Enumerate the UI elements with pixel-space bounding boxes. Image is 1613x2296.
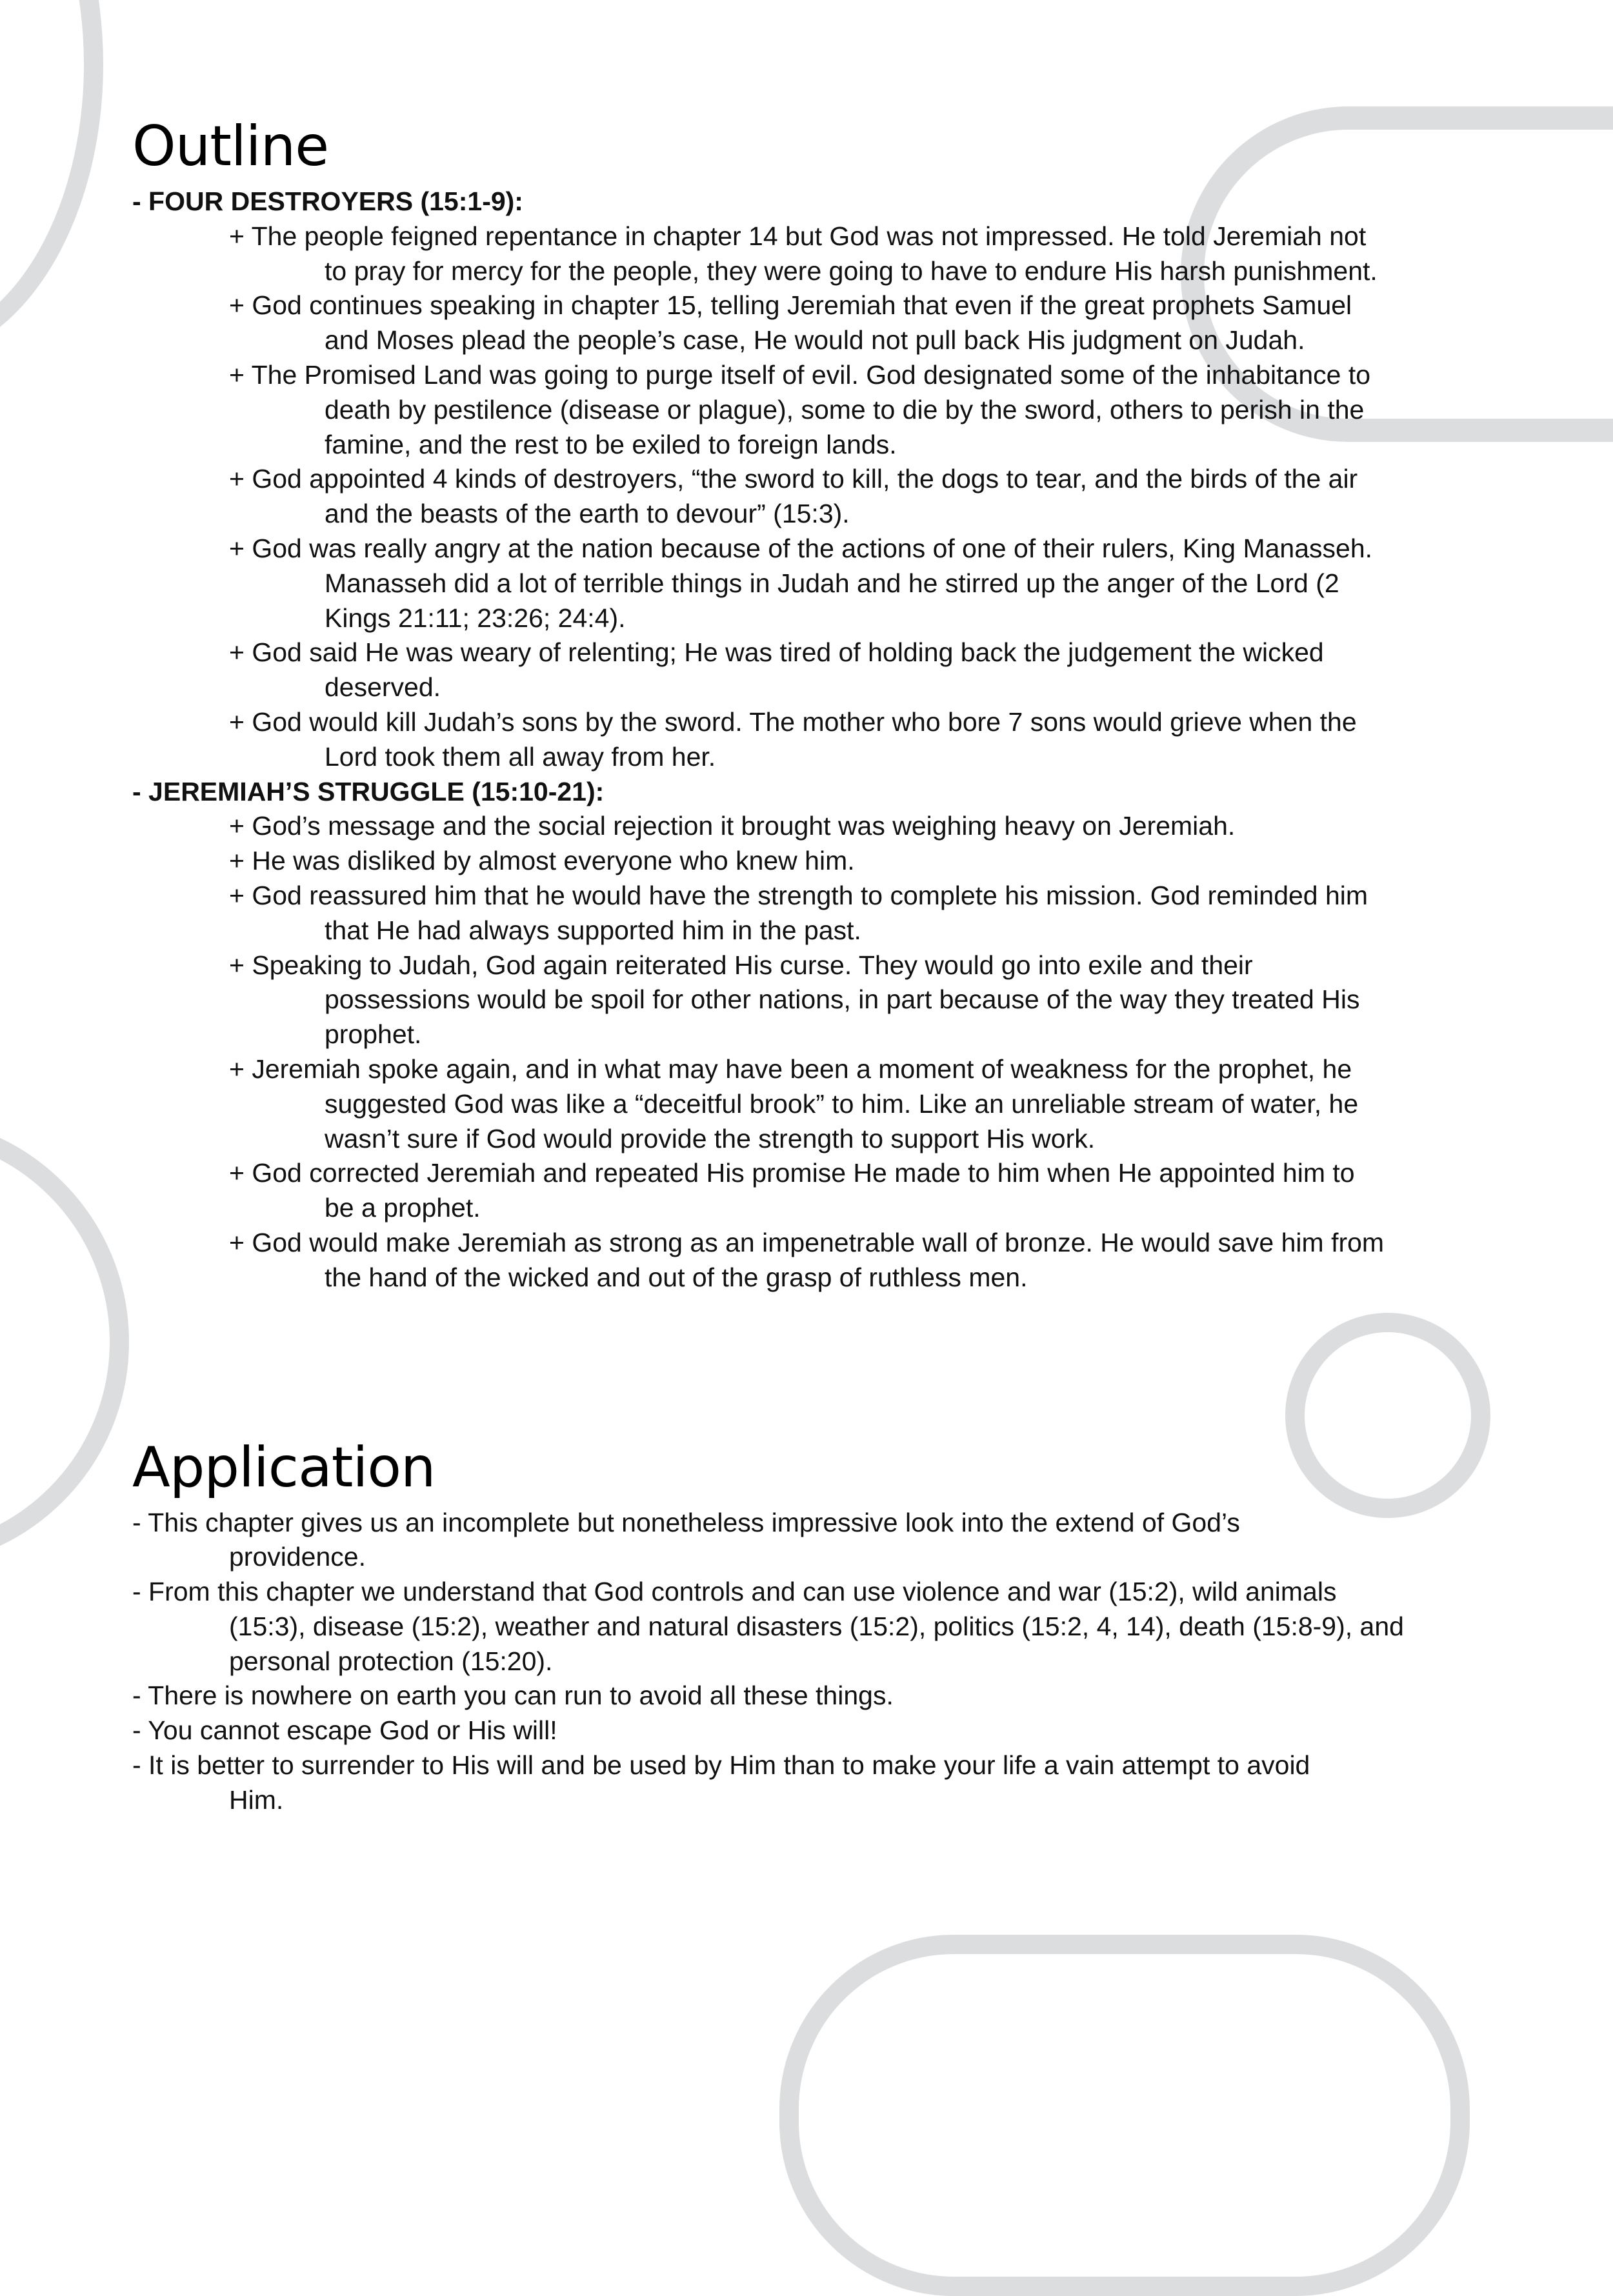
outline-item-line: + God would kill Judah’s sons by the sword. The mother who bore 7 sons would grieve when the: [229, 706, 1357, 737]
application-item-line: - It is better to surrender to His will and be used by Him than to make your life a vain attempt to avoid: [132, 1750, 1310, 1781]
application-item-continuation: (15:3), disease (15:2), weather and natural disasters (15:2), politics (15:2, 4, 14), death (15:8-9), and: [229, 1611, 1404, 1641]
application-item-line: - There is nowhere on earth you can run to avoid all these things.: [132, 1681, 894, 1711]
section-four-destroyers: [132, 185, 1507, 775]
section-heading: [132, 185, 1507, 219]
application-item-continuation: personal protection (15:20).: [229, 1646, 553, 1676]
section-jeremiahs-struggle: [132, 775, 1507, 1295]
outline-item-line: + God was really angry at the nation because of the actions of one of their rulers, King Manasseh.: [229, 533, 1373, 563]
outline-item-continuation: Kings 21:11; 23:26; 24:4).: [325, 603, 626, 633]
outline-item-continuation: Manasseh did a lot of terrible things in Judah and he stirred up the anger of the Lord (2: [325, 568, 1339, 598]
application-item: [132, 1506, 1507, 1575]
outline-item-continuation: be a prophet.: [325, 1193, 481, 1223]
application-section: [132, 1430, 1507, 1818]
outline-item-continuation: suggested God was like a “deceitful brook” to him. Like an unreliable stream of water, he: [325, 1088, 1359, 1119]
application-item-continuation: providence.: [229, 1542, 366, 1572]
decorative-rounded-frame-bottom: [779, 1935, 1470, 2296]
application-item: [132, 1713, 1507, 1748]
outline-item: [132, 948, 1507, 1052]
application-title: Application: [132, 1435, 436, 1500]
outline-item-continuation: and the beasts of the earth to devour” (15:3).: [325, 499, 850, 529]
outline-item-continuation: the hand of the wicked and out of the grasp of ruthless men.: [325, 1262, 1028, 1292]
outline-section: [132, 108, 1507, 1295]
section-heading: [132, 775, 1507, 810]
outline-item: [132, 635, 1507, 705]
outline-item-continuation: and Moses plead the people’s case, He would not pull back His judgment on Judah.: [325, 325, 1305, 355]
section-dash: -: [132, 186, 149, 216]
outline-item-line: + He was disliked by almost everyone who knew him.: [229, 846, 855, 876]
outline-item-line: + Speaking to Judah, God again reiterated His curse. They would go into exile and their: [229, 950, 1253, 980]
outline-item: [132, 1226, 1507, 1295]
outline-item: [132, 462, 1507, 532]
outline-item: [132, 1156, 1507, 1226]
outline-item-continuation: prophet.: [325, 1019, 422, 1050]
outline-item-line: + Jeremiah spoke again, and in what may have been a moment of weakness for the prophet, he: [229, 1053, 1352, 1084]
outline-item-line: + God corrected Jeremiah and repeated His promise He made to him when He appointed him to: [229, 1158, 1355, 1188]
outline-item: [132, 1052, 1507, 1156]
outline-item: [132, 532, 1507, 635]
outline-item-line: + God said He was weary of relenting; He was tired of holding back the judgement the wicked: [229, 637, 1324, 668]
outline-item-continuation: famine, and the rest to be exiled to foreign lands.: [325, 429, 897, 459]
section-dash: -: [132, 776, 149, 806]
outline-item-continuation: that He had always supported him in the past.: [325, 915, 861, 945]
outline-item: [132, 358, 1507, 462]
section-heading-text: FOUR DESTROYERS (15:1-9):: [148, 186, 523, 216]
outline-item-continuation: to pray for mercy for the people, they were going to have to endure His harsh punishment.: [325, 255, 1378, 286]
outline-item-continuation: deserved.: [325, 672, 441, 703]
outline-item: [132, 219, 1507, 289]
decorative-arc-top-left: [0, 0, 103, 361]
outline-item-continuation: death by pestilence (disease or plague), some to die by the sword, others to perish in the: [325, 394, 1365, 424]
outline-item-continuation: wasn’t sure if God would provide the strength to support His work.: [325, 1123, 1096, 1153]
outline-item-line: + The Promised Land was going to purge itself of evil. God designated some of the inhabitance to: [229, 359, 1371, 390]
outline-item-line: + The people feigned repentance in chapter 14 but God was not impressed. He told Jeremiah not: [229, 221, 1367, 251]
outline-item: [132, 809, 1507, 844]
decorative-arc-left: [0, 1116, 129, 1568]
application-item-line: - You cannot escape God or His will!: [132, 1715, 557, 1746]
application-item-line: - This chapter gives us an incomplete but nonetheless impressive look into the extend of God’s: [132, 1507, 1240, 1537]
document-body: [132, 108, 1507, 1818]
outline-item-continuation: Lord took them all away from her.: [325, 741, 716, 772]
application-item: [132, 1679, 1507, 1713]
outline-item: [132, 844, 1507, 879]
outline-item: [132, 705, 1507, 775]
application-item-continuation: Him.: [229, 1784, 284, 1815]
outline-item-line: + God’s message and the social rejection it brought was weighing heavy on Jeremiah.: [229, 811, 1236, 841]
section-heading-text: JEREMIAH’S STRUGGLE (15:10-21):: [148, 776, 605, 806]
application-item: [132, 1575, 1507, 1679]
outline-item-line: + God reassured him that he would have the strength to complete his mission. God reminded him: [229, 880, 1368, 910]
outline-item-line: + God continues speaking in chapter 15, telling Jeremiah that even if the great prophets Samuel: [229, 290, 1352, 321]
outline-item-line: + God appointed 4 kinds of destroyers, “the sword to kill, the dogs to tear, and the birds of the air: [229, 464, 1358, 494]
outline-item: [132, 288, 1507, 358]
outline-item: [132, 879, 1507, 948]
section-gap: [132, 1295, 1507, 1430]
application-item-line: - From this chapter we understand that God controls and can use violence and war (15:2), wild animals: [132, 1577, 1337, 1607]
outline-item-line: + God would make Jeremiah as strong as an impenetrable wall of bronze. He would save him from: [229, 1227, 1385, 1257]
outline-title: Outline: [132, 114, 329, 179]
application-item: [132, 1748, 1507, 1818]
outline-item-continuation: possessions would be spoil for other nations, in part because of the way they treated His: [325, 984, 1360, 1015]
